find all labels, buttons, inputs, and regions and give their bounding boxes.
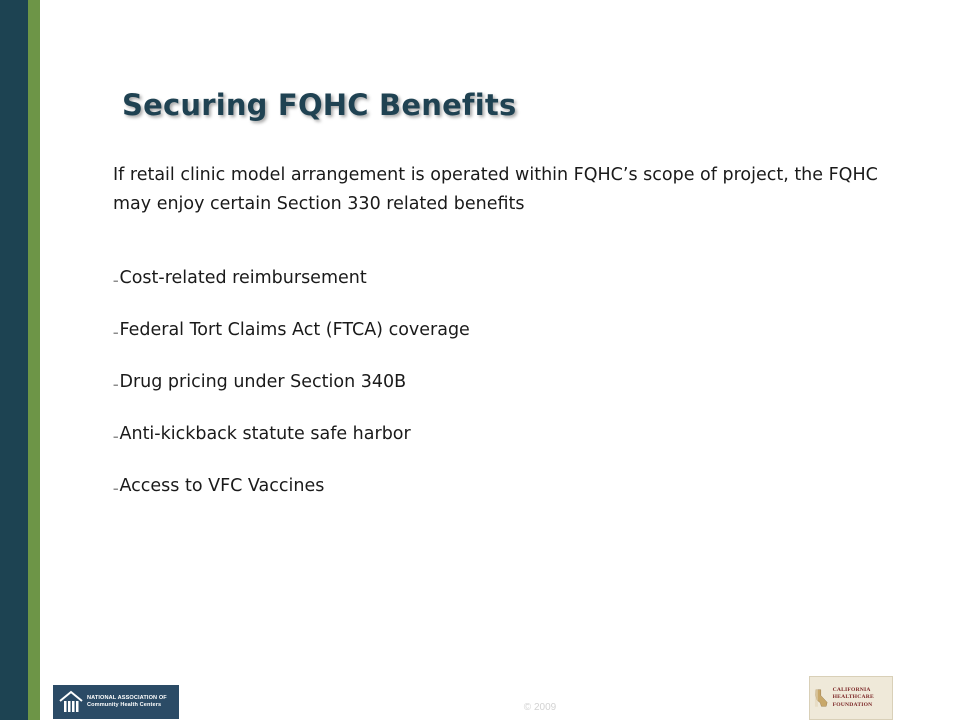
- chcf-logo: [809, 676, 893, 720]
- list-item-text: Cost-related reimbursement: [119, 268, 367, 288]
- copyright-text: © 2009: [523, 702, 557, 713]
- nachc-logo-text: NATIONAL ASSOCIATION OF Community Health Centers: [87, 695, 167, 708]
- list-item-text: Federal Tort Claims Act (FTCA) coverage: [119, 320, 470, 340]
- sidebar-green-stripe: [28, 0, 40, 720]
- dash-bullet-icon: –: [113, 482, 119, 495]
- dash-bullet-icon: –: [113, 274, 119, 287]
- sidebar-dark-stripe: [0, 0, 28, 720]
- dash-bullet-icon: –: [113, 430, 119, 443]
- chcf-logo-text: CALIFORNIA HEALTHCARE FOUNDATION: [832, 686, 874, 708]
- list-item: [113, 476, 470, 528]
- list-item: [113, 268, 470, 320]
- dash-bullet-icon: –: [113, 378, 119, 391]
- intro-paragraph: If retail clinic model arrangement is operated within FQHC’s scope of project, the FQHC may enjoy certain Section 330 related benefits: [113, 165, 878, 214]
- list-item: [113, 424, 470, 476]
- list-item-text: Access to VFC Vaccines: [119, 476, 325, 496]
- benefits-list: [113, 268, 470, 528]
- california-map-icon: [814, 680, 829, 716]
- list-item: [113, 372, 470, 424]
- list-item-text: Drug pricing under Section 340B: [119, 372, 407, 392]
- slide-title: Securing FQHC Benefits: [122, 88, 517, 122]
- list-item: [113, 320, 470, 372]
- list-item-text: Anti-kickback statute safe harbor: [119, 424, 411, 444]
- dash-bullet-icon: –: [113, 326, 119, 339]
